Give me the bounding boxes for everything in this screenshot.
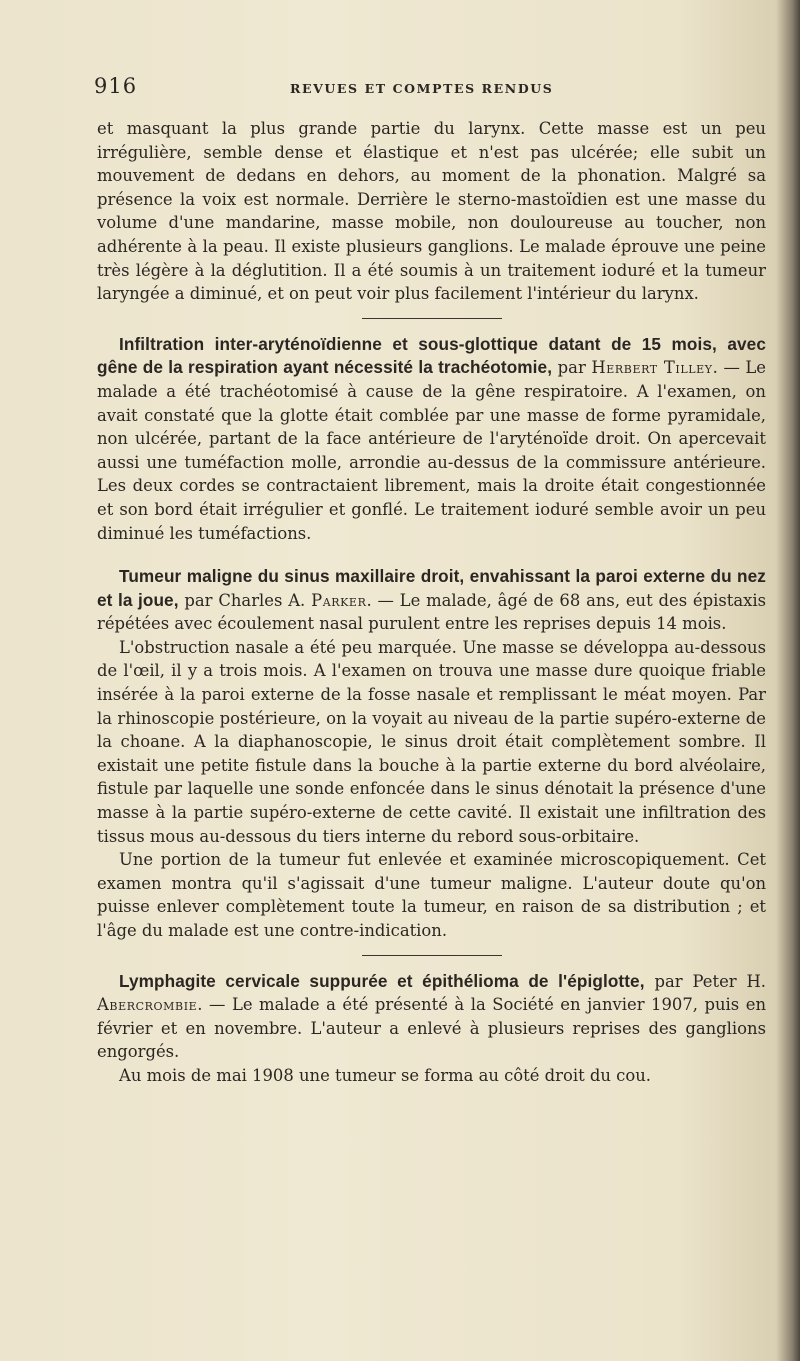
section-separator xyxy=(362,318,502,319)
byline-prefix: par xyxy=(552,358,592,378)
article-text: . — Le malade a été trachéotomisé à cause de la gêne respiratoire. A l'examen, on avait constaté que la glotte était comblée par une masse de forme pyramidale, non ulcérée, partant de la face antérieure de l'aryténoïde droit. On apercevait aussi une tuméfaction molle, arrondie au-dessus de la commissure antérieure. Les deux cordes se contractaient librement, mais la droite était congestionnée et son bord était irrégulier et gonflé. Le traitement ioduré semble avoir un peu diminué les tuméfactions. xyxy=(97,358,767,543)
page-number: 916 xyxy=(94,74,138,98)
page-body xyxy=(97,117,766,1088)
byline-prefix: par Charles A. xyxy=(178,590,312,610)
article-paragraph: Une portion de la tumeur fut enlevée et examinée microscopiquement. Cet examen montra qu'il s'agissait d'une tumeur maligne. L'auteur doute qu'on puisse enlever complètement toute la tumeur, en raison de sa distribution ; et l'âge du malade est une contre-indication. xyxy=(97,850,766,940)
page-header xyxy=(94,74,764,102)
article-parker xyxy=(97,565,766,636)
article-paragraph: Au mois de mai 1908 une tumeur se forma au côté droit du cou. xyxy=(119,1065,651,1085)
continuation-paragraph: et masquant la plus grande partie du larynx. Cette masse est un peu irrégulière, semble dense et élastique et n'est pas ulcérée; elle subit un mouvement de dedans en dehors, au moment de la phonation. Malgré sa présence la voix est normale. Derrière le sterno-mastoïdien est une masse du volume d'une mandarine, masse mobile, non douloureuse au toucher, non adhérente à la peau. Il existe plusieurs ganglions. Le malade éprouve une peine très légère à la déglutition. Il a été soumis à un traitement ioduré et la tumeur laryngée a diminué, et on peut voir plus facilement l'intérieur du larynx. xyxy=(97,119,766,304)
article-text: . — Le malade a été présenté à la Société en janvier 1907, puis en février et en novembre. L'auteur a enlevé à plusieurs reprises des ganglions engorgés. xyxy=(97,995,766,1062)
article-title: Tumeur maligne du sinus maxillaire droit, envahissant la paroi externe du nez et la joue, xyxy=(97,566,766,610)
article-text: . — Le malade, âgé de 68 ans, eut des épistaxis répétées avec écoulement nasal purulent entre les reprises depuis 14 mois. xyxy=(97,590,767,634)
article-tilley xyxy=(97,333,766,545)
article-title: Lymphagite cervicale suppurée et épithélioma de l'épiglotte, xyxy=(119,970,645,991)
author-name: Parker xyxy=(311,590,367,610)
author-name: Abercrombie xyxy=(97,995,198,1015)
running-title: REVUES ET COMPTES RENDUS xyxy=(290,81,554,96)
author-name: Herbert Tilley xyxy=(591,358,713,378)
article-abercrombie xyxy=(97,970,766,1064)
byline-prefix: par Peter H. xyxy=(644,971,766,991)
section-separator xyxy=(362,955,502,956)
article-paragraph: L'obstruction nasale a été peu marquée. Une masse se développa au-dessous de l'œil, il y a trois mois. A l'examen on trouva une masse dure quoique friable insérée à la paroi externe de la fosse nasale et remplissant le méat moyen. Par la rhinoscopie postérieure, on la voyait au niveau de la partie supéro-externe de la choane. A la diaphanoscopie, le sinus droit était complètement sombre. Il existait une petite fistule dans la bouche à la partie externe du bord alvéolaire, fistule par laquelle une sonde enfoncée dans le sinus dénotait la présence d'une masse à la partie supéro-externe de cette cavité. Il existait une infiltration des tissus mous au-dessous du tiers interne du rebord sous-orbitaire. xyxy=(97,637,766,846)
article-title: Infiltration inter-aryténoïdienne et sous-glottique datant de 15 mois, avec gêne de la respiration ayant nécessité la trachéotomie, xyxy=(97,333,766,378)
section-gap xyxy=(97,545,766,565)
